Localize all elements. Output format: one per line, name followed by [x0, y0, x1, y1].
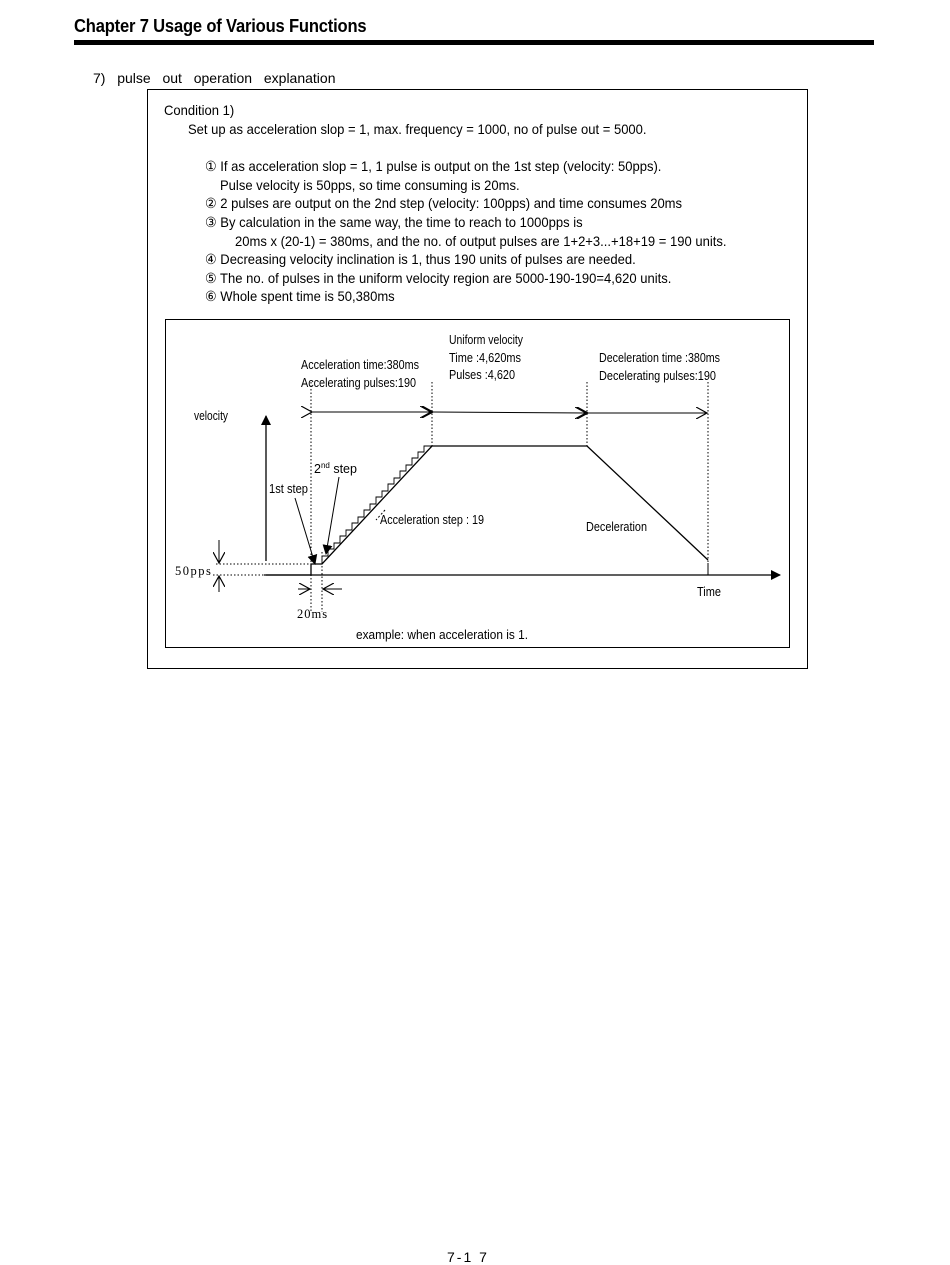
chapter-rule: [74, 40, 874, 45]
chapter-title: Chapter 7 Usage of Various Functions: [74, 16, 367, 36]
second-step-text: step: [329, 462, 357, 476]
second-step-sup: nd: [320, 461, 330, 470]
condition-item-5: ⑤ The no. of pulses in the uniform velocity region are 5000-190-190=4,620 units.: [205, 270, 672, 286]
first-step-label: 1st step: [269, 482, 309, 496]
ms-label: 20ms: [297, 607, 329, 621]
time-label: Time: [697, 585, 722, 599]
condition-item-3-cont: 20ms x (20-1) = 380ms, and the no. of output pulses are 1+2+3...+18+19 = 190 units.: [235, 233, 727, 249]
condition-title: Condition 1): [164, 102, 235, 118]
uniform-title: Uniform velocity: [449, 333, 524, 347]
uniform-span-arrow: [433, 412, 586, 413]
condition-item-6: ⑥ Whole spent time is 50,380ms: [205, 288, 395, 304]
velocity-diagram: [165, 319, 790, 648]
pps-label: 50pps: [175, 564, 213, 578]
accel-pulses: Accelerating pulses:190: [301, 376, 417, 390]
uniform-time: Time :4,620ms: [449, 351, 521, 365]
decel-time: Deceleration time :380ms: [599, 351, 720, 365]
section-heading: 7) pulse out operation explanation: [93, 70, 336, 86]
acceleration-step-label: Acceleration step : 19: [380, 513, 485, 527]
diagram-caption: example: when acceleration is 1.: [356, 628, 528, 642]
deceleration-label: Deceleration: [586, 520, 648, 534]
condition-item-1-cont: Pulse velocity is 50pps, so time consuming is 20ms.: [220, 177, 520, 193]
condition-item-2: ② 2 pulses are output on the 2nd step (velocity: 100pps) and time consumes 20ms: [205, 195, 683, 211]
decel-pulses: Decelerating pulses:190: [599, 369, 717, 383]
condition-item-4: ④ Decreasing velocity inclination is 1, thus 190 units of pulses are needed.: [205, 251, 636, 267]
condition-item-1: ① If as acceleration slop = 1, 1 pulse is output on the 1st step (velocity: 50pps).: [205, 158, 662, 174]
condition-item-3: ③ By calculation in the same way, the time to reach to 1000pps is: [205, 214, 583, 230]
first-step-arrow: [295, 498, 315, 564]
uniform-pulses: Pulses :4,620: [449, 368, 516, 382]
accel-time: Acceleration time:380ms: [301, 358, 419, 372]
second-step-arrow: [326, 477, 339, 554]
second-step-label: [314, 461, 357, 476]
page-number: 7-1 7: [447, 1249, 489, 1265]
condition-setup: Set up as acceleration slop = 1, max. frequency = 1000, no of pulse out = 5000.: [188, 121, 647, 137]
velocity-profile-svg: [166, 320, 791, 649]
second-step-num: 2: [314, 462, 321, 476]
velocity-label: velocity: [194, 409, 229, 423]
